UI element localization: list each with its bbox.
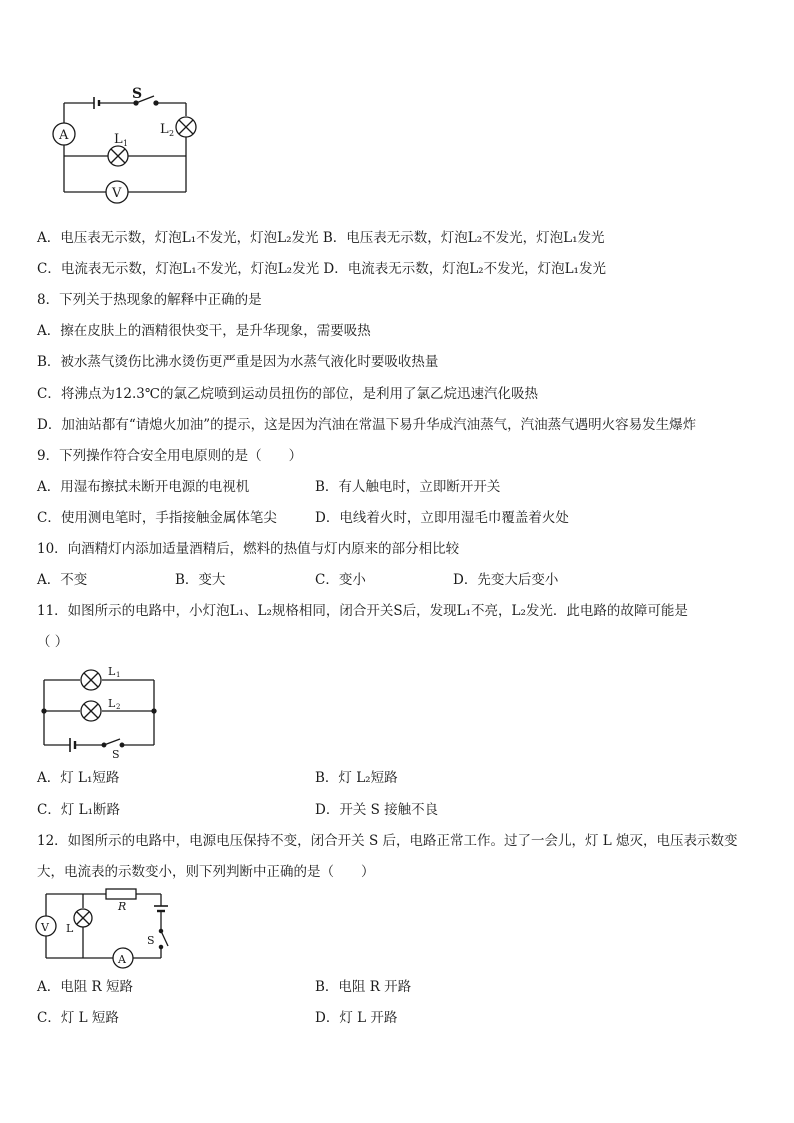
q11-stem-line2: （ ） [37, 634, 69, 650]
q7-circuit-diagram [48, 88, 208, 208]
q8-stem: 8．下列关于热现象的解释中正确的是 [37, 292, 262, 308]
q12-option-b[interactable]: B．电阻 R 开路 [315, 979, 412, 995]
q11-option-a[interactable]: A．灯 L₁短路 [37, 770, 120, 786]
q7-option-row-2 [37, 260, 606, 278]
q7-option-b[interactable]: B．电压表无示数，灯泡L₂不发光，灯泡L₁发光 [322, 230, 605, 246]
q12-ammeter-label: A [118, 953, 126, 966]
q7-option-c[interactable]: C．电流表无示数，灯泡L₁不发光，灯泡L₂发光 [37, 261, 320, 277]
q9-option-d[interactable]: D．电线着火时，立即用湿毛巾覆盖着火处 [315, 510, 569, 526]
q8-option-a[interactable]: A．擦在皮肤上的酒精很快变干，是升华现象，需要吸热 [37, 323, 371, 339]
q7-option-row-1 [37, 229, 605, 247]
q11-circuit-diagram [40, 664, 164, 761]
q12-option-d[interactable]: D．灯 L 开路 [315, 1010, 398, 1026]
q12-voltmeter-label: V [41, 921, 49, 934]
q9-stem: 9．下列操作符合安全用电原则的是（ ） [37, 448, 303, 464]
q12-switch-label: S [147, 934, 155, 947]
q12-resistor-label: R [118, 900, 127, 913]
q11-stem-line1: 11．如图所示的电路中，小灯泡L₁、L₂规格相同，闭合开关S后，发现L₁不亮，L₂发光．此电路的故障可能是 [37, 603, 688, 619]
q7-switch-label: S [132, 86, 143, 102]
q11-option-d[interactable]: D．开关 S 接触不良 [315, 802, 439, 818]
q12-stem-line1: 12．如图所示的电路中，电源电压保持不变，闭合开关 S 后，电路正常工作。过了一会儿，灯 L 熄灭，电压表示数变 [37, 833, 738, 849]
q7-option-d[interactable]: D．电流表无示数，灯泡L₂不发光，灯泡L₁发光 [323, 261, 606, 277]
q10-option-d[interactable]: D．先变大后变小 [453, 572, 559, 588]
q11-switch-label: S [112, 748, 120, 761]
q10-stem: 10．向酒精灯内添加适量酒精后，燃料的热值与灯内原来的部分相比较 [37, 541, 460, 557]
q10-option-b[interactable]: B．变大 [175, 572, 226, 588]
q7-option-a[interactable]: A．电压表无示数，灯泡L₁不发光，灯泡L₂发光 [37, 230, 319, 246]
q8-option-b[interactable]: B．被水蒸气烫伤比沸水烫伤更严重是因为水蒸气液化时要吸收热量 [37, 354, 439, 370]
q11-lamp2-label: L [108, 697, 116, 710]
q12-option-c[interactable]: C．灯 L 短路 [37, 1010, 119, 1026]
q7-ammeter-label: A [59, 128, 69, 143]
q12-stem-line2: 大，电流表的示数变小，则下列判断中正确的是（ ） [37, 864, 375, 880]
q11-lamp1-label: L [108, 665, 116, 678]
q7-lamp1-label: L [114, 132, 123, 147]
q11-option-b[interactable]: B．灯 L₂短路 [315, 770, 398, 786]
q8-option-c[interactable]: C．将沸点为12.3℃的氯乙烷喷到运动员扭伤的部位，是利用了氯乙烷迅速汽化吸热 [37, 386, 538, 402]
svg-text:1: 1 [123, 139, 129, 148]
svg-text:1: 1 [116, 671, 121, 679]
q10-option-a[interactable]: A．不变 [37, 572, 88, 588]
q12-lamp-label: L [66, 922, 74, 935]
q9-option-a[interactable]: A．用湿布擦拭未断开电源的电视机 [37, 479, 250, 495]
q9-option-b[interactable]: B．有人触电时，立即断开开关 [315, 479, 501, 495]
q7-lamp2-label: L [160, 122, 169, 137]
q9-option-c[interactable]: C．使用测电笔时，手指接触金属体笔尖 [37, 510, 277, 526]
svg-text:2: 2 [169, 129, 175, 138]
q7-voltmeter-label: V [112, 186, 122, 201]
svg-text:2: 2 [116, 703, 121, 711]
q8-option-d[interactable]: D．加油站都有“请熄火加油”的提示，这是因为汽油在常温下易升华成汽油蒸气，汽油蒸气遇明火容易发生爆炸 [37, 417, 697, 433]
q10-option-c[interactable]: C．变小 [315, 572, 366, 588]
q12-circuit-diagram [34, 886, 174, 970]
q11-option-c[interactable]: C．灯 L₁断路 [37, 802, 120, 818]
q12-option-a[interactable]: A．电阻 R 短路 [37, 979, 133, 995]
